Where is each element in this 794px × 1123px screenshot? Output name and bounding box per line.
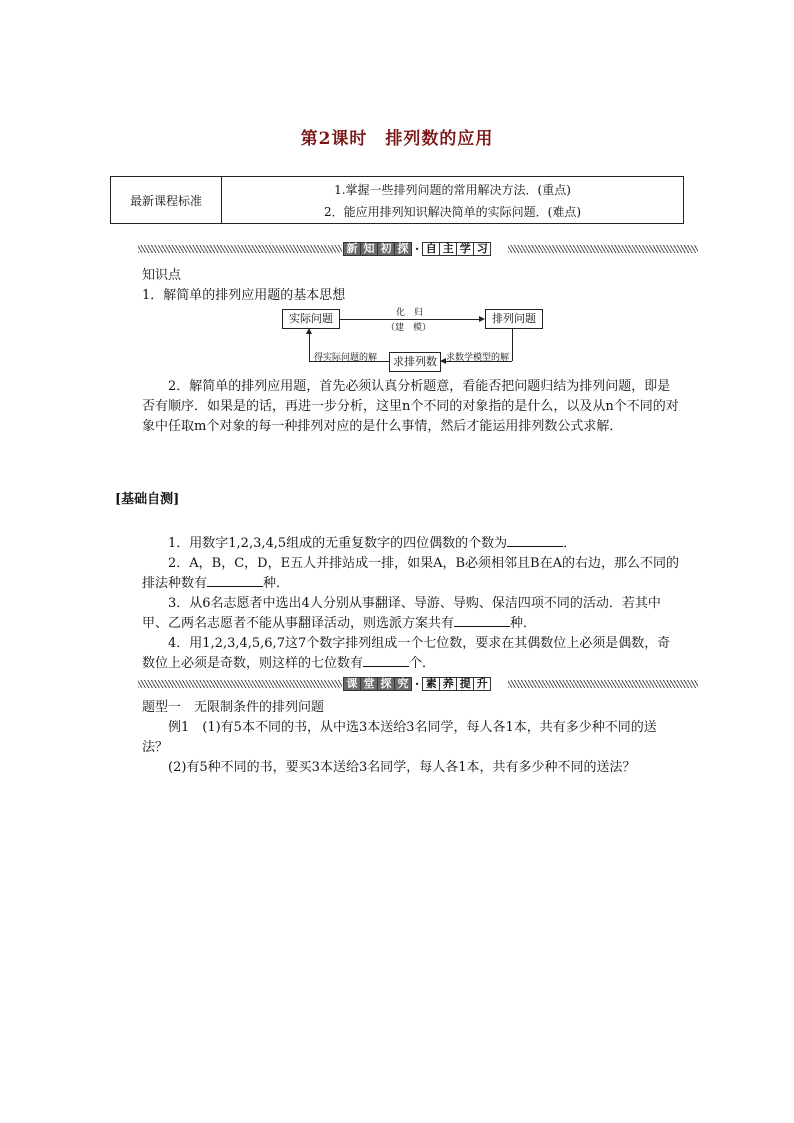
q4-text: 4．用1,2,3,4,5,6,7这7个数字排列组成一个七位数，要求在其偶数位上必须是偶数，奇数位上必须是奇数，则这样的七位数有 bbox=[142, 636, 671, 671]
answer-blank[interactable] bbox=[454, 614, 510, 627]
box-real-problem: 实际问题 bbox=[282, 309, 340, 329]
banner-subtitle bbox=[422, 677, 491, 691]
banner-char: 知 bbox=[361, 243, 378, 255]
q1-text: 1．用数字1,2,3,4,5组成的无重复数字的四位偶数的个数为 bbox=[168, 536, 508, 551]
selftest-questions bbox=[142, 534, 682, 674]
selftest-q2 bbox=[142, 554, 682, 594]
banner-boxed-title bbox=[343, 677, 412, 691]
hatch-divider bbox=[138, 680, 342, 688]
basic-idea-diagram bbox=[0, 0, 794, 380]
topic-1-section bbox=[142, 698, 682, 778]
banner-char: 课 bbox=[344, 678, 361, 690]
knowledge-item-1: 1．解简单的排列应用题的基本思想 bbox=[142, 288, 346, 303]
answer-blank[interactable] bbox=[507, 534, 563, 547]
banner-char: 主 bbox=[440, 243, 457, 255]
banner-dot: · bbox=[415, 242, 420, 256]
knowledge-heading: 知识点 bbox=[142, 268, 182, 283]
banner-char: 自 bbox=[423, 243, 440, 255]
label-modeling: （建 模） bbox=[386, 323, 432, 333]
hatch-divider bbox=[508, 680, 698, 688]
banner-char: 究 bbox=[395, 678, 411, 690]
standard-label: 最新课程标准 bbox=[111, 177, 222, 223]
q2-end: 种． bbox=[263, 576, 290, 591]
q4-end: 个． bbox=[409, 656, 436, 671]
arrow-head bbox=[479, 316, 485, 322]
arrow-line bbox=[512, 328, 513, 361]
selftest-heading bbox=[115, 490, 655, 510]
banner-char: 提 bbox=[457, 678, 474, 690]
arrow-head bbox=[306, 328, 312, 334]
q1-end: ． bbox=[563, 536, 577, 551]
knowledge-item-2 bbox=[142, 377, 682, 437]
box-compute-permutation: 求排列数 bbox=[389, 352, 441, 372]
selftest-heading-text: [基础自测] bbox=[115, 492, 180, 507]
banner-char: 升 bbox=[474, 678, 490, 690]
label-solve-model: 求数学模型的解 bbox=[446, 353, 510, 363]
q3-end: 种． bbox=[510, 616, 537, 631]
selftest-q1 bbox=[142, 534, 682, 554]
banner-char: 探 bbox=[378, 678, 395, 690]
example-1-part-1: 例1 (1)有5本不同的书，从中选3本送给3名同学，每人各1本，共有多少种不同的送法？ bbox=[142, 720, 657, 755]
banner-char: 养 bbox=[440, 678, 457, 690]
selftest-q3 bbox=[142, 594, 682, 634]
banner-char: 探 bbox=[395, 243, 411, 255]
topic-1-heading: 题型一 无限制条件的排列问题 bbox=[142, 700, 325, 715]
selftest-q4 bbox=[142, 634, 682, 674]
knowledge-item-2-text: 2．解简单的排列应用题，首先必须认真分析题意，看能否把问题归结为排列问题，即是否有顺序．如果是的话，再进一步分析，这里n个不同的对象指的是什么，以及从n个不同的对象中任取m个对象的每一种排列对应的是什么事情，然后才能运用排列数公式求解． bbox=[142, 379, 679, 434]
box-permutation-problem: 排列问题 bbox=[485, 309, 543, 329]
banner-dot: · bbox=[415, 677, 420, 691]
section-banner-classroom bbox=[138, 677, 698, 691]
banner-char: 学 bbox=[457, 243, 474, 255]
label-reduce: 化 归 bbox=[396, 308, 424, 318]
standard-item: 2．能应用排列知识解决简单的实际问题．(难点) bbox=[324, 205, 581, 219]
banner-char: 新 bbox=[344, 243, 361, 255]
label-real-solution: 得实际问题的解 bbox=[314, 353, 378, 363]
example-1-part-2: (2)有5种不同的书，要买3本送给3名同学，每人各1本，共有多少种不同的送法？ bbox=[168, 760, 636, 775]
banner-char: 初 bbox=[378, 243, 395, 255]
answer-blank[interactable] bbox=[363, 654, 409, 667]
banner-char: 素 bbox=[423, 678, 440, 690]
arrow-line bbox=[309, 334, 310, 361]
banner-char: 堂 bbox=[361, 678, 378, 690]
q3-text: 3．从6名志愿者中选出4人分别从事翻译、导游、导购、保洁四项不同的活动．若其中甲、乙两名志愿者不能从事翻译活动，则选派方案共有 bbox=[142, 596, 661, 631]
standard-item: 1.掌握一些排列问题的常用解决方法．(重点) bbox=[334, 183, 571, 197]
q2-text: 2．A，B，C，D，E五人并排站成一排，如果A，B必须相邻且B在A的右边，那么不同的排法种数有 bbox=[142, 556, 679, 591]
answer-blank[interactable] bbox=[207, 574, 263, 587]
banner-char: 习 bbox=[474, 243, 490, 255]
page-title: 第2课时 排列数的应用 bbox=[300, 129, 494, 149]
